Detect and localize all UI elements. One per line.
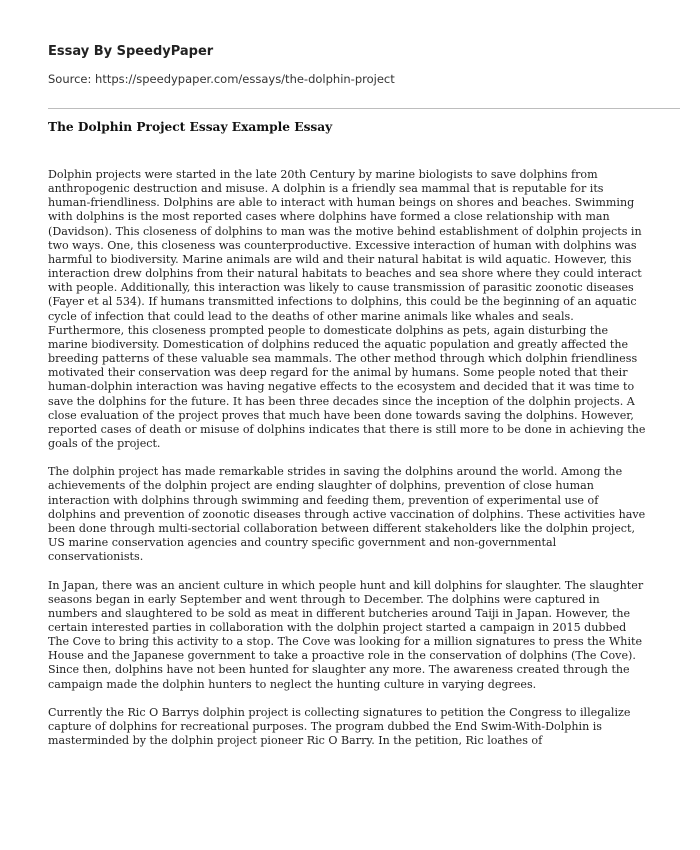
essay-paragraph: The dolphin project has made remarkable strides in saving the dolphins around the world. Among the achievements of the dolphin project are ending slaughter of dolphins, prevention of close human interaction with dolphins through swimming and feeding them, prevention of experimental use of dolphins and prevention of zoonotic diseases through active vaccination of dolphins. These activities have been done through multi-sectorial collaboration between different stakeholders like the dolphin project, US marine conservation agencies and country specific government and non-governmental conservationists. [48,465,646,564]
essay-body [48,168,646,763]
essay-paragraph: In Japan, there was an ancient culture in which people hunt and kill dolphins for slaughter. The slaughter seasons began in early September and went through to December. The dolphins were captured in numbers and slaughtered to be sold as meat in different butcheries around Taiji in Japan. However, the certain interested parties in collaboration with the dolphin project started a campaign in 2015 dubbed The Cove to bring this activity to a stop. The Cove was looking for a million signatures to press the White House and the Japanese government to take a proactive role in the conservation of dolphins (The Cove). Since then, dolphins have not been hunted for slaughter any more. The awareness created through the campaign made the dolphin hunters to neglect the hunting culture in varying degrees. [48,578,644,691]
site-header-title: Essay By SpeedyPaper [48,44,214,59]
header-divider [48,108,680,109]
source-line: Source: https://speedypaper.com/essays/the-dolphin-project [48,72,395,86]
essay-title: The Dolphin Project Essay Example Essay [48,120,333,134]
essay-paragraph: Currently the Ric O Barrys dolphin project is collecting signatures to petition the Congress to illegalize capture of dolphins for recreational purposes. The program dubbed the End Swim-With-Dolphin is masterminded by the dolphin project pioneer Ric O Barry. In the petition, Ric loathes of [48,705,631,748]
essay-paragraph: Dolphin projects were started in the late 20th Century by marine biologists to save dolphins from anthropogenic destruction and misuse. A dolphin is a friendly sea mammal that is reputable for its human-friendliness. Dolphins are able to interact with human beings on shores and beaches. Swimming with dolphins is the most reported cases where dolphins have formed a close relationship with man (Davidson). This closeness of dolphins to man was the motive behind establishment of dolphin projects in two ways. One, this closeness was counterproductive. Excessive interaction of human with dolphins was harmful to biodiversity. Marine animals are wild and their natural habitat is wild aquatic. However, this interaction drew dolphins from their natural habitats to beaches and sea shore where they could interact with people. Additionally, this interaction was likely to cause transmission of parasitic zoonotic diseases (Fayer et al 534). If humans transmitted infections to dolphins, this could be the beginning of an aquatic cycle of infection that could lead to the deaths of other marine animals like whales and seals. Furthermore, this closeness prompted people to domesticate dolphins as pets, again disturbing the marine biodiversity. Domestication of dolphins reduced the aquatic population and greatly affected the breeding patterns of these valuable sea mammals. The other method through which dolphin friendliness motivated their conservation was deep regard for the animal by humans. Some people noted that their human-dolphin interaction was having negative effects to the ecosystem and decided that it was time to save the dolphins for the future. It has been three decades since the inception of the dolphin projects. A close evaluation of the project proves that much have been done towards saving the dolphins. However, reported cases of death or misuse of dolphins indicates that there is still more to be done in achieving the goals of the project. [48,168,646,450]
